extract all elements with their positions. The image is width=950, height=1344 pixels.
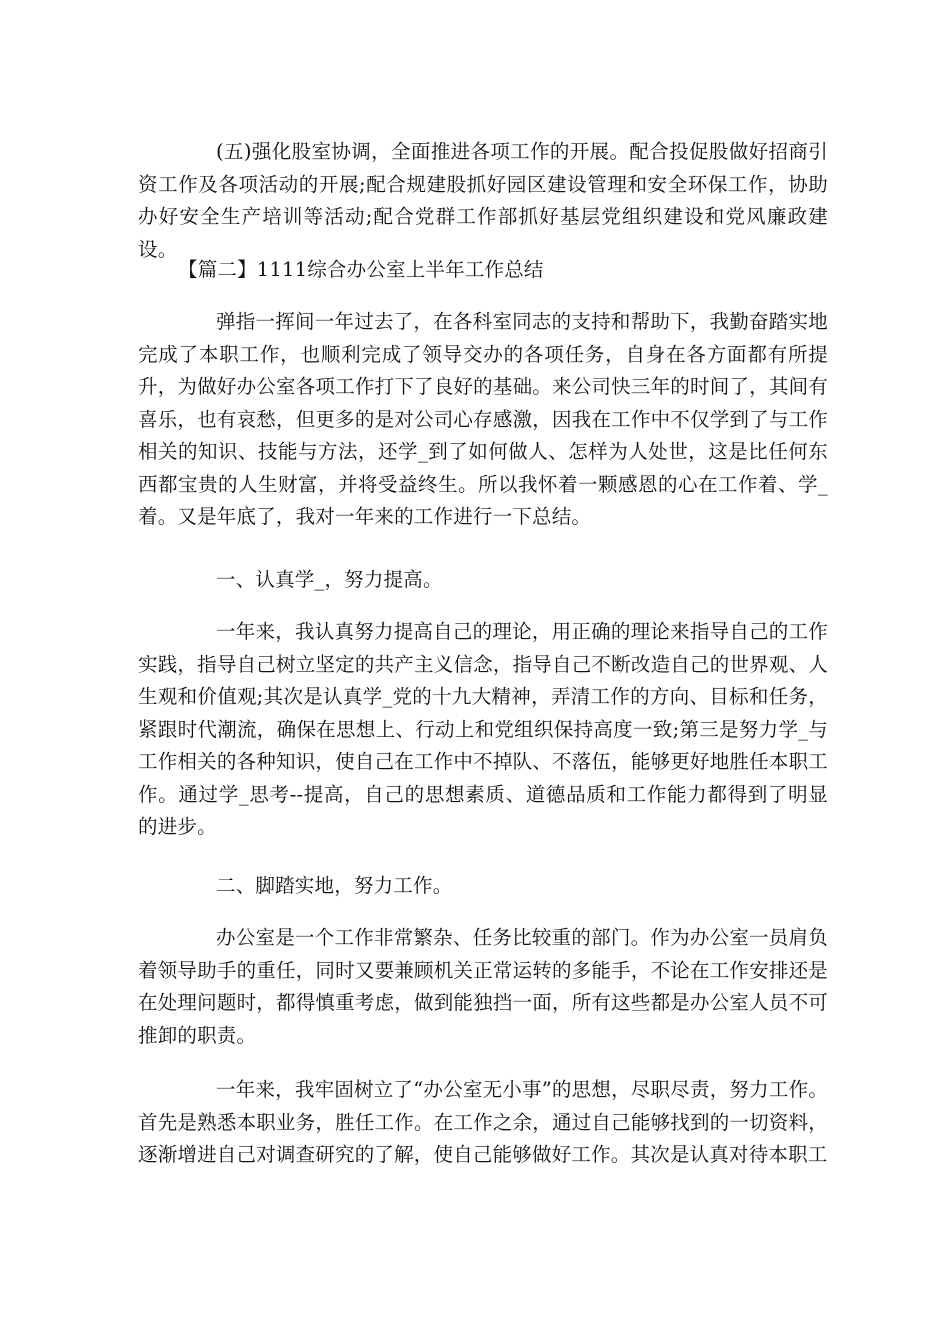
section-heading-one: 一、认真学_，努力提高。	[216, 568, 443, 591]
paragraph-work-attitude: 一年来，我牢固树立了“办公室无小事”的思想，尽职尽责，努力工作。首先是熟悉本职业务，胜任工作。在工作之余，通过自己能够找到的一切资料，逐渐增进自己对调查研究的了解，使自己能够做好工作。其次是认真对待本职工	[138, 1078, 828, 1166]
section-heading-two: 二、脚踏实地，努力工作。	[216, 874, 453, 897]
paragraph-section-five: (五)强化股室协调，全面推进各项工作的开展。配合投促股做好招商引资工作及各项活动的开展;配合规建股抓好园区建设管理和安全环保工作，协助办好安全生产培训等活动;配合党群工作部抓好基层党组织建设和党风廉政建设。	[138, 140, 828, 261]
paragraph-study: 一年来，我认真努力提高自己的理论，用正确的理论来指导自己的工作实践，指导自己树立坚定的共产主义信念，指导自己不断改造自己的世界观、人生观和价值观;其次是认真学_党的十九大精神，弄清工作的方向、目标和任务，紧跟时代潮流，确保在思想上、行动上和党组织保持高度一致;第三是努力学_与工作相关的各种知识，使自己在工作中不掉队、不落伍，能够更好地胜任本职工作。通过学_思考--提高，自己的思想素质、道德品质和工作能力都得到了明显的进步。	[138, 620, 828, 838]
paragraph-office-duties: 办公室是一个工作非常繁杂、任务比较重的部门。作为办公室一员肩负着领导助手的重任，同时又要兼顾机关正常运转的多能手，不论在工作安排还是在处理问题时，都得慎重考虑，做到能独挡一面，所有这些都是办公室人员不可推卸的职责。	[138, 926, 828, 1047]
article-heading: 【篇二】1111综合办公室上半年工作总结	[178, 258, 544, 281]
paragraph-intro: 弹指一挥间一年过去了，在各科室同志的支持和帮助下，我勤奋踏实地完成了本职工作，也顺利完成了领导交办的各项任务，自身在各方面都有所提升，为做好办公室各项工作打下了良好的基础。来公司快三年的时间了，其间有喜乐，也有哀愁，但更多的是对公司心存感激，因我在工作中不仅学到了与工作相关的知识、技能与方法，还学_到了如何做人、怎样为人处世，这是比任何东西都宝贵的人生财富，并将受益终生。所以我怀着一颗感恩的心在工作着、学_着。又是年底了，我对一年来的工作进行一下总结。	[138, 310, 828, 528]
